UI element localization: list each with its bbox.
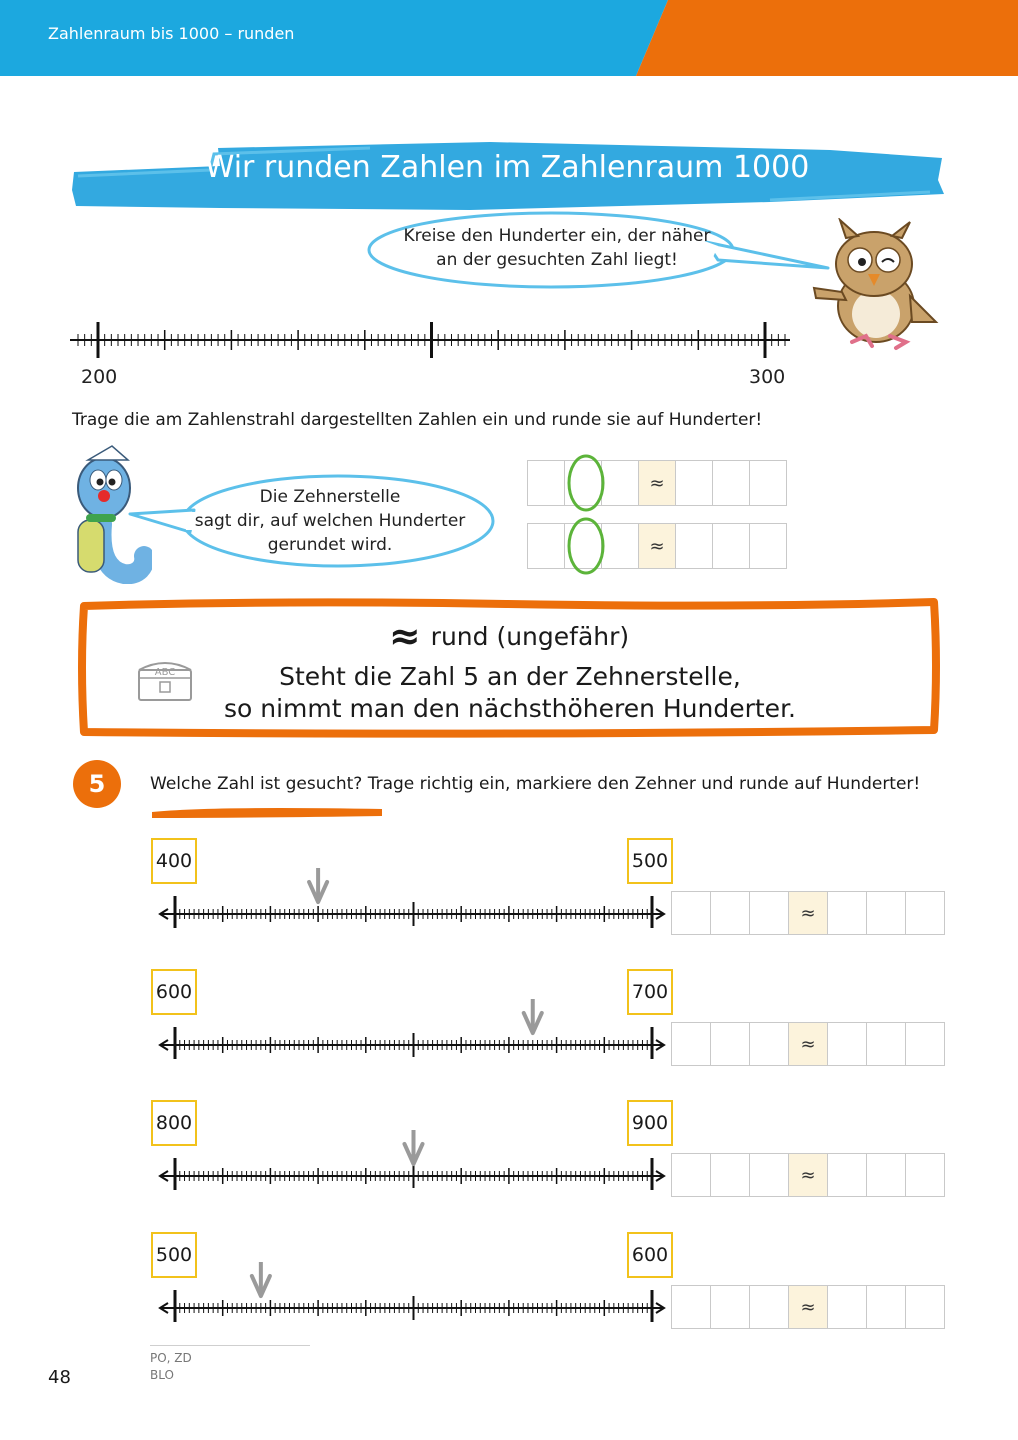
answer-cell[interactable] <box>671 1285 711 1329</box>
rule-line-2: so nimmt man den nächsthöheren Hunderter. <box>224 694 796 723</box>
answer-cell[interactable] <box>827 1285 867 1329</box>
green-circle-2 <box>564 515 608 577</box>
worm-bubble-line-3: gerundet wird. <box>267 535 393 555</box>
worm-bubble-line-1: Die Zehnerstelle <box>259 487 401 507</box>
arrow-marker <box>309 868 327 902</box>
answer-cell[interactable] <box>749 1153 789 1197</box>
worm-bubble-line-2: sagt dir, auf welchen Hunderter <box>194 511 466 531</box>
number-line-1 <box>158 868 678 928</box>
owl-bubble-line-2: an der gesuchten Zahl liegt! <box>436 250 678 270</box>
rule-heading-text: rund (ungefähr) <box>430 622 630 651</box>
answer-cell[interactable] <box>527 460 565 506</box>
end-value-box: 700 <box>627 969 673 1015</box>
answer-cell[interactable] <box>671 891 711 935</box>
task-number-badge: 5 <box>73 760 121 808</box>
answer-cell[interactable] <box>675 523 713 569</box>
answer-cell[interactable] <box>712 523 750 569</box>
answer-grid-task-3 <box>672 1153 945 1197</box>
owl-bubble-line-1: Kreise den Hunderter ein, der näher <box>403 226 711 246</box>
approx-cell[interactable]: ≈ <box>788 1285 828 1329</box>
answer-cell[interactable] <box>749 523 787 569</box>
start-value-box: 600 <box>151 969 197 1015</box>
number-line-top-end: 300 <box>749 366 786 388</box>
arrow-marker <box>405 1130 423 1164</box>
answer-cell[interactable] <box>710 891 750 935</box>
answer-cell[interactable] <box>827 1022 867 1066</box>
approx-cell[interactable]: ≈ <box>638 523 676 569</box>
end-value-box: 900 <box>627 1100 673 1146</box>
answer-cell[interactable] <box>905 1153 945 1197</box>
number-line-4 <box>158 1262 678 1322</box>
answer-cell[interactable] <box>671 1153 711 1197</box>
owl-bubble-text <box>382 224 732 272</box>
answer-cell[interactable] <box>710 1022 750 1066</box>
number-line-top-start: 200 <box>81 366 118 388</box>
arrow-marker <box>252 1262 270 1296</box>
approx-cell[interactable]: ≈ <box>788 891 828 935</box>
owl-illustration <box>806 218 946 352</box>
answer-cell[interactable] <box>866 1285 906 1329</box>
instruction-text: Trage die am Zahlenstrahl dargestellten Zahlen ein und runde sie auf Hunderter! <box>72 410 763 430</box>
answer-cell[interactable] <box>749 1022 789 1066</box>
worm-illustration <box>72 438 152 584</box>
worm-bubble-text <box>180 485 480 557</box>
answer-cell[interactable] <box>710 1285 750 1329</box>
answer-cell[interactable] <box>712 460 750 506</box>
answer-cell[interactable] <box>527 523 565 569</box>
answer-cell[interactable] <box>749 891 789 935</box>
answer-cell[interactable] <box>710 1153 750 1197</box>
arrow-marker <box>524 999 542 1033</box>
rule-heading <box>0 614 1018 658</box>
answer-grid-task-1 <box>672 891 945 935</box>
svg-text:ABC: ABC <box>154 667 176 678</box>
task-underline-brush <box>150 804 386 820</box>
number-line-top <box>60 280 800 360</box>
approx-symbol: ≈ <box>388 614 421 658</box>
footer-code-2: BLO <box>150 1368 174 1382</box>
number-line-3 <box>158 1130 678 1190</box>
header-title: Zahlenraum bis 1000 – runden <box>48 24 295 43</box>
green-circle-1 <box>564 452 608 514</box>
start-value-box: 500 <box>151 1232 197 1278</box>
page-title: Wir runden Zahlen im Zahlenraum 1000 <box>204 150 810 185</box>
approx-cell[interactable]: ≈ <box>788 1153 828 1197</box>
answer-cell[interactable] <box>905 1285 945 1329</box>
answer-cell[interactable] <box>866 1022 906 1066</box>
start-value-box: 400 <box>151 838 197 884</box>
answer-cell[interactable] <box>866 1153 906 1197</box>
answer-cell[interactable] <box>749 1285 789 1329</box>
number-line-2 <box>158 999 678 1059</box>
answer-grid-task-4 <box>672 1285 945 1329</box>
answer-cell[interactable] <box>905 1022 945 1066</box>
end-value-box: 500 <box>627 838 673 884</box>
answer-cell[interactable] <box>827 891 867 935</box>
footer-code-1: PO, ZD <box>150 1351 192 1365</box>
answer-cell[interactable] <box>905 891 945 935</box>
footer-divider <box>150 1345 310 1346</box>
approx-cell[interactable]: ≈ <box>788 1022 828 1066</box>
task-instruction: Welche Zahl ist gesucht? Trage richtig ein, markiere den Zehner und runde auf Hunderter! <box>150 774 921 794</box>
start-value-box: 800 <box>151 1100 197 1146</box>
answer-grid-task-2 <box>672 1022 945 1066</box>
answer-cell[interactable] <box>866 891 906 935</box>
answer-cell[interactable] <box>827 1153 867 1197</box>
answer-cell[interactable] <box>675 460 713 506</box>
end-value-box: 600 <box>627 1232 673 1278</box>
answer-cell[interactable] <box>671 1022 711 1066</box>
page-number: 48 <box>48 1367 71 1388</box>
approx-cell[interactable]: ≈ <box>638 460 676 506</box>
rule-line-1: Steht die Zahl 5 an der Zehnerstelle, <box>279 662 741 691</box>
footer-codes <box>150 1350 192 1384</box>
answer-cell[interactable] <box>749 460 787 506</box>
rule-body <box>160 661 860 725</box>
